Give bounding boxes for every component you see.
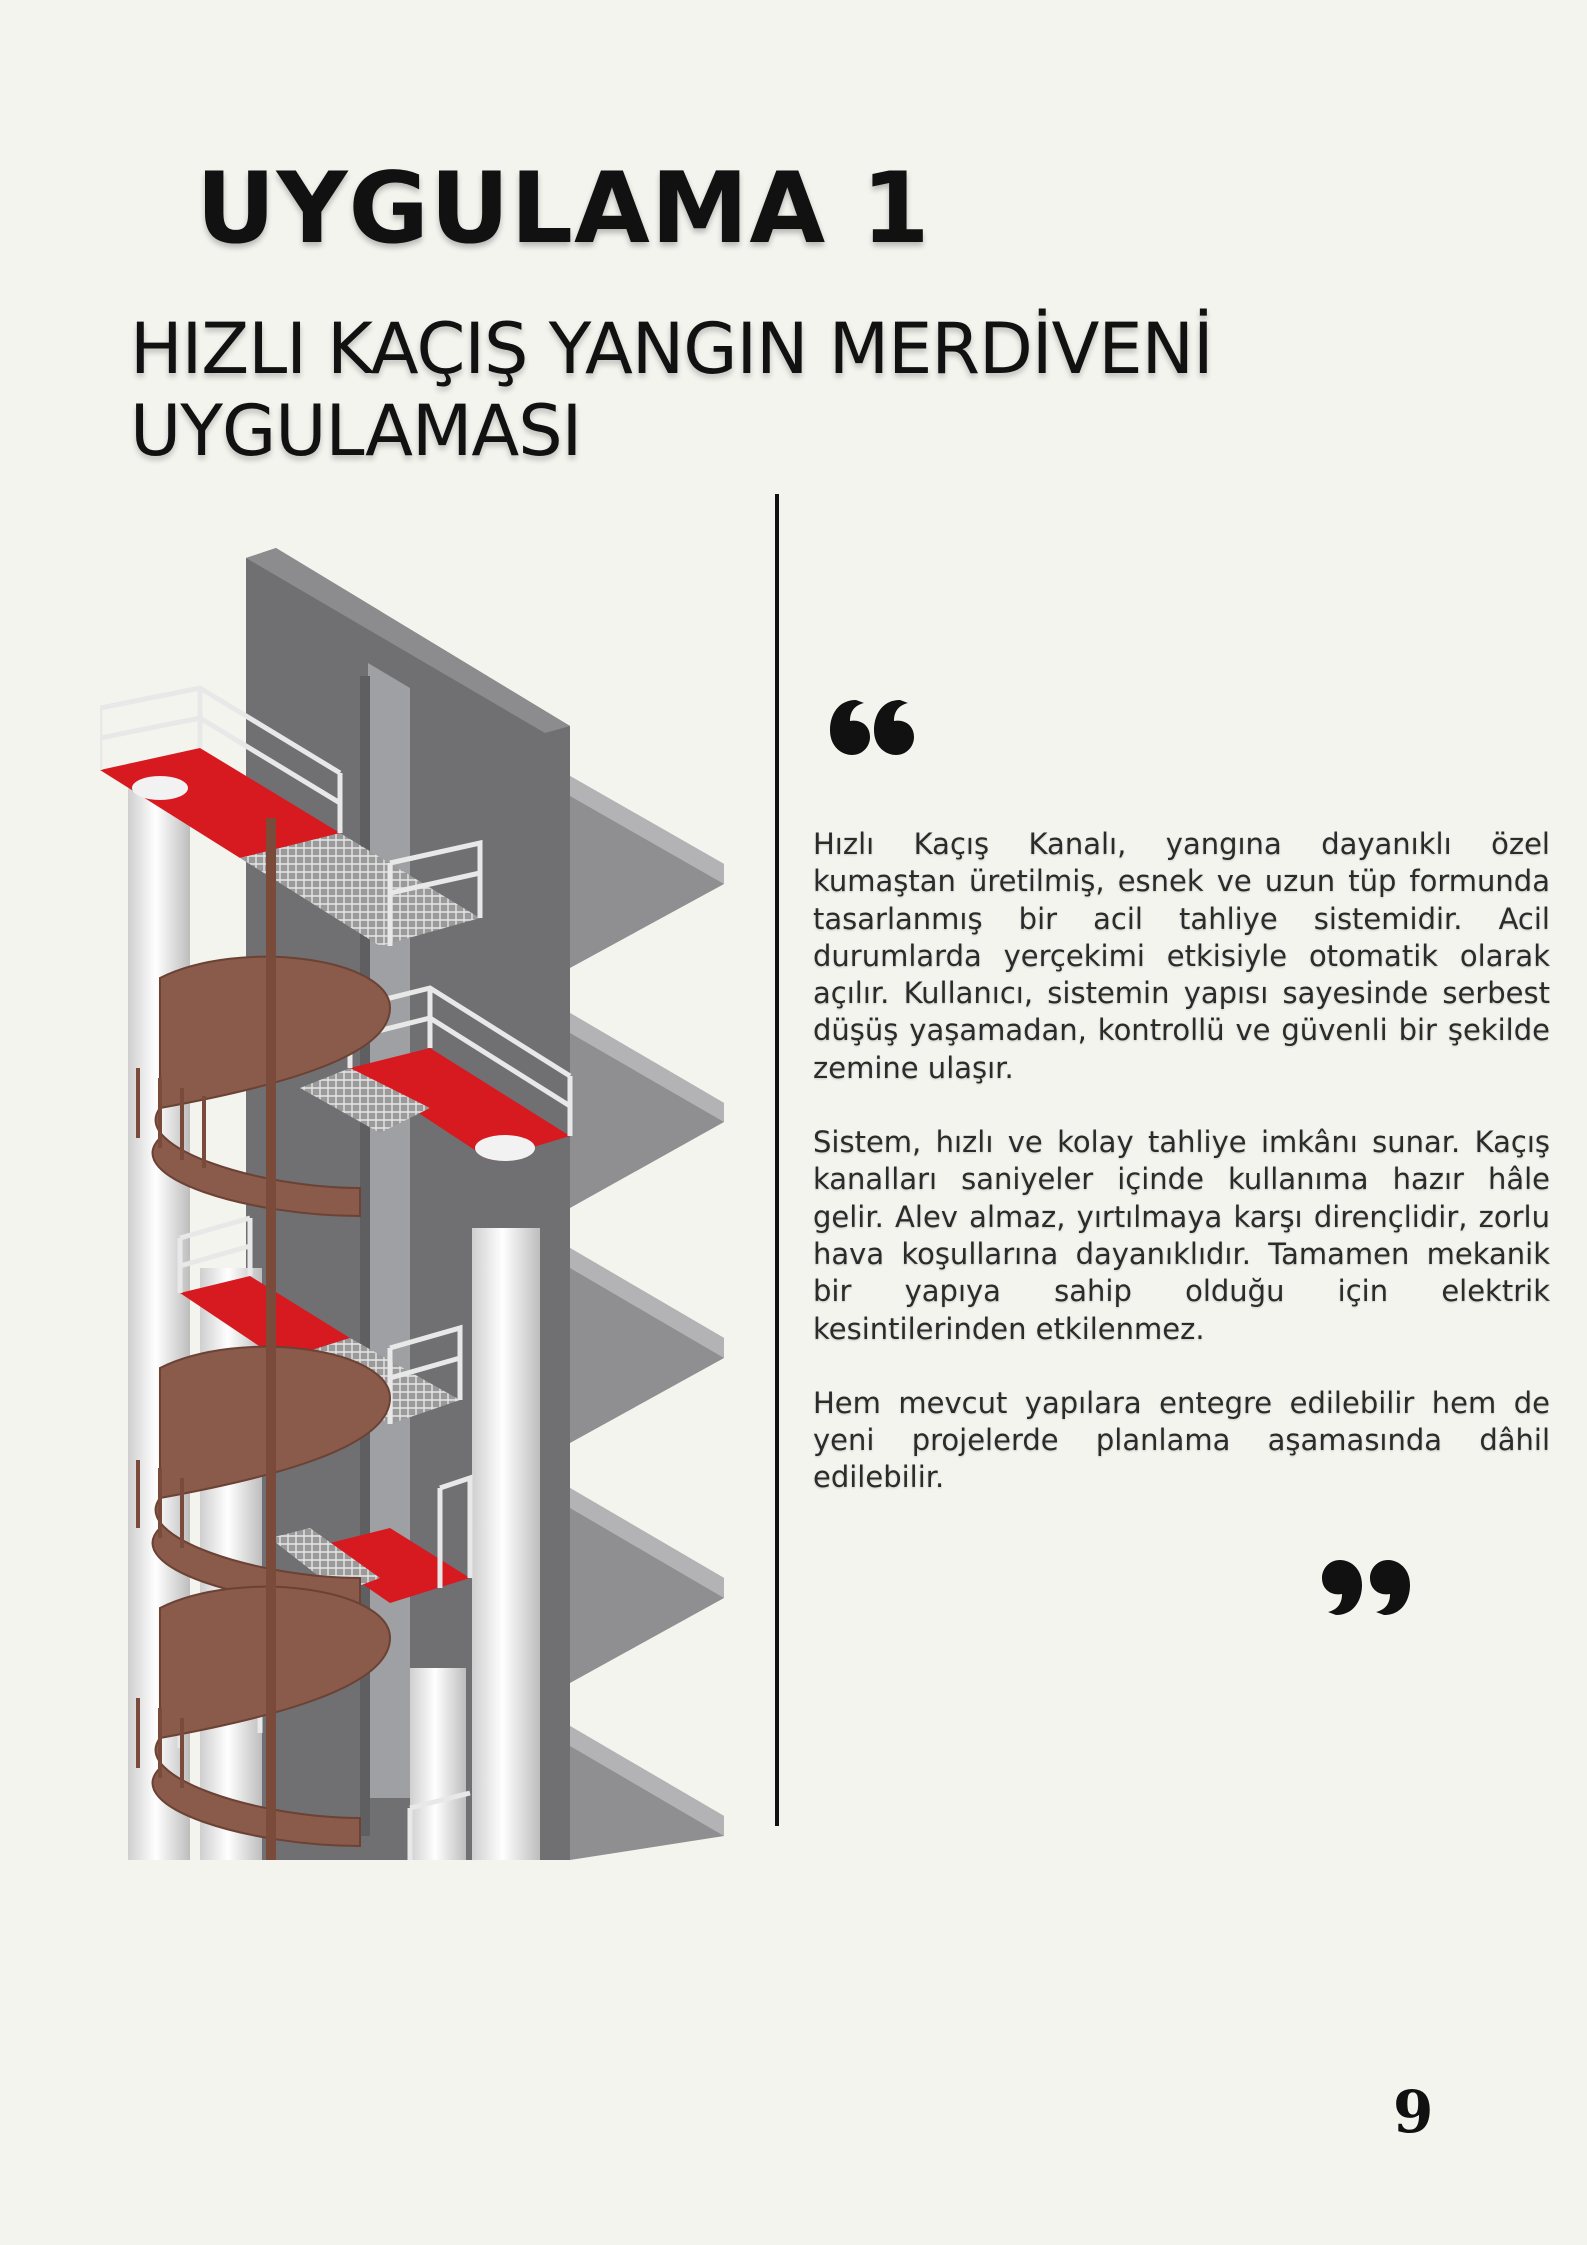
paragraph-3: Hem mevcut yapılara entegre edilebilir hem de yeni projelerde planlama aşamasında dâhil edilebilir. (813, 1385, 1550, 1495)
stair-center-pole (266, 818, 276, 1860)
subtitle-line-2: UYGULAMASI (130, 390, 582, 472)
paragraph-2: Sistem, hızlı ve kolay tahliye imkânı sunar. Kaçış kanalları saniyeler içinde kullanıma hazır hâle gelir. Alev almaz, yırtılmaya karşı dirençlidir, zorlu hava koşullarına dayanıklıdır. Tamamen mekanik bir yapıya sahip olduğu için elektrik kesintilerinden etkilenmez. (813, 1125, 1550, 1346)
page-number: 9 (1393, 2078, 1434, 2146)
fire-escape-stair-illustration (100, 548, 740, 1860)
page-subtitle (130, 308, 1330, 472)
close-quote-icon (1312, 1555, 1422, 1660)
column-right (472, 1228, 540, 1860)
page-title: UYGULAMA 1 (196, 152, 931, 266)
paragraph-1: Hızlı Kaçış Kanalı, yangına dayanıklı özel kumaştan üretilmiş, esnek ve uzun tüp formunda tasarlanmış bir acil tahliye sistemidir. Acil durumlarda yerçekimi etkisiyle otomatik olarak açılır. Kullanıcı, sistemin yapısı sayesinde serbest düşüş yaşamadan, kontrollü ve güvenli bir şekilde zemine ulaşır. (813, 827, 1550, 1085)
floor-slabs (570, 776, 724, 1860)
vertical-divider (775, 494, 779, 1826)
column-small (410, 1668, 466, 1860)
body-text (813, 826, 1550, 1534)
open-quote-icon (808, 655, 918, 760)
subtitle-line-1: HIZLI KAÇIŞ YANGIN MERDİVENİ (130, 308, 1213, 390)
